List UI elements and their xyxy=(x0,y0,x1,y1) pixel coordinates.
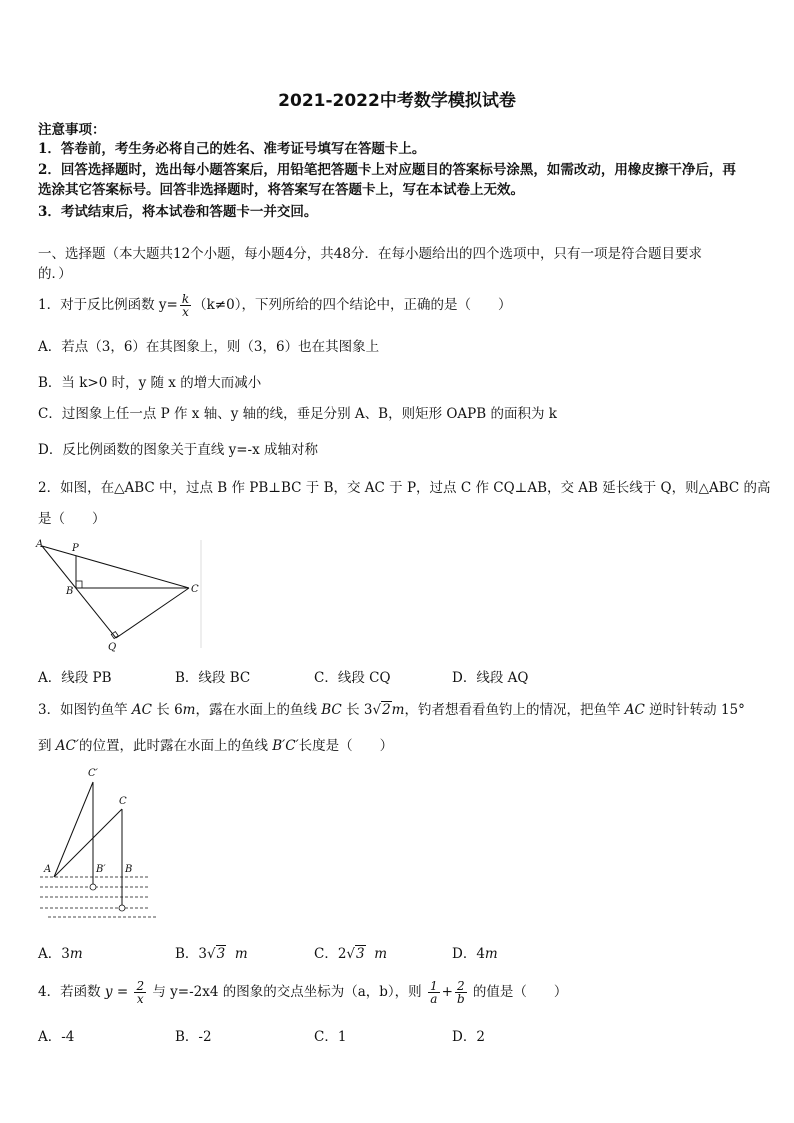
q3-ac2: AC xyxy=(624,702,645,718)
notice-heading: 注意事项： xyxy=(38,122,106,138)
q3-option-a xyxy=(38,942,83,962)
q3-opt-c-rad: 3 xyxy=(356,946,365,962)
q4-f3-den: b xyxy=(456,992,465,1006)
q3-opt-b-sqrt: √3 xyxy=(207,946,226,962)
q4-f2-den: a xyxy=(430,992,438,1006)
q2-option-a: A．线段 PB xyxy=(38,670,112,686)
q3-opt-d-unit: m xyxy=(484,946,498,962)
question-3-stem xyxy=(38,701,745,719)
q1-option-b: B．当 k>0 时，y 随 x 的增大而减小 xyxy=(38,375,262,391)
q2-triangle-figure xyxy=(34,536,204,654)
q4-t3: 的值是（ ） xyxy=(468,984,568,1000)
question-3-stem-cont xyxy=(38,737,393,755)
q3-t8: 的位置，此时露在水面上的鱼线 xyxy=(78,738,273,754)
question-2-stem-cont: 是（ ） xyxy=(38,511,106,527)
q1-fraction xyxy=(180,293,191,318)
q3-opt-b-rad: 3 xyxy=(216,946,226,962)
page-title: 2021-2022中考数学模拟试卷 xyxy=(278,91,516,111)
q3-opt-b-unit: m xyxy=(234,946,248,962)
q2-label-c: C xyxy=(191,584,199,595)
q4-eq: = xyxy=(112,984,133,1000)
q4-frac-2 xyxy=(428,980,440,1005)
q3-bc: BC xyxy=(321,702,342,718)
q3-ac: AC xyxy=(131,702,152,718)
q1-frac-den: x xyxy=(182,305,189,319)
q3-m1: m xyxy=(182,702,196,718)
q3-bpcp: B′C′ xyxy=(272,738,299,754)
q3-fishing-rod-figure xyxy=(34,762,164,922)
q4-option-a: A．-4 xyxy=(38,1029,75,1045)
q4-f3-num: 2 xyxy=(455,980,467,993)
q1-text-pre: 1．对于反比例函数 y= xyxy=(38,297,178,313)
q3-label-cprime: C′ xyxy=(88,768,98,779)
q2-option-c: C．线段 CQ xyxy=(314,670,391,686)
section-1-heading: 一、选择题（本大题共12个小题，每小题4分，共48分．在每小题给出的四个选项中，只有一项是符合题目要求 xyxy=(38,246,702,262)
q1-frac-num: k xyxy=(181,292,190,306)
q3-option-d xyxy=(452,942,498,962)
q3-acp: AC′ xyxy=(55,738,79,754)
q3-opt-c-text: C．2 xyxy=(314,946,347,962)
notice-item-1: 1．答卷前，考生务必将自己的姓名、准考证号填写在答题卡上。 xyxy=(38,141,426,157)
q2-label-q: Q xyxy=(108,642,117,653)
q4-y: y xyxy=(104,984,113,1000)
q4-option-c: C．1 xyxy=(314,1029,347,1045)
q3-opt-d-text: D．4 xyxy=(452,946,485,962)
q3-sqrt-rad: 2 xyxy=(382,702,391,718)
q3-t7: 到 xyxy=(38,738,56,754)
q4-f2-num: 1 xyxy=(429,979,438,993)
q3-label-bprime: B′ xyxy=(96,864,106,875)
q3-option-b xyxy=(175,942,248,962)
q4-t1: 4．若函数 xyxy=(38,984,105,1000)
q4-frac-1 xyxy=(134,980,146,1005)
question-1-stem xyxy=(38,291,511,319)
q2-label-a: A xyxy=(36,539,44,550)
q4-frac-3 xyxy=(455,980,467,1005)
q3-option-c xyxy=(314,942,387,962)
q1-text-post: （k≠0），下列所给的四个结论中，正确的是（ ） xyxy=(193,297,512,313)
q2-label-p: P xyxy=(72,543,79,554)
q3-opt-b-text: B．3 xyxy=(175,946,208,962)
q3-t3: ，露在水面上的鱼线 xyxy=(195,702,322,718)
q4-option-b: B．-2 xyxy=(175,1029,212,1045)
q3-label-b: B xyxy=(125,864,133,875)
notice-item-2: 2．回答选择题时，选出每小题答案后，用铅笔把答题卡上对应题目的答案标号涂黑，如需改动，用橡皮擦干净后，再 xyxy=(38,162,736,178)
q4-plus: + xyxy=(441,984,453,1000)
q3-opt-c-unit: m xyxy=(374,946,388,962)
question-2-stem: 2．如图，在△ABC 中，过点 B 作 PB⊥BC 于 B，交 AC 于 P，过点 C 作 CQ⊥AB，交 AB 延长线于 Q，则△ABC 的高 xyxy=(38,480,771,496)
q3-t2: 长 6 xyxy=(151,702,183,718)
q2-option-d: D．线段 AQ xyxy=(452,670,529,686)
notice-item-3: 3．考试结束后，将本试卷和答题卡一并交回。 xyxy=(38,204,318,220)
q3-label-a: A xyxy=(44,864,52,875)
q3-opt-c-sqrt: √3 xyxy=(346,946,365,962)
q3-m2: m xyxy=(391,702,405,718)
q3-t4: 长 3 xyxy=(341,702,373,718)
q3-t1: 3．如图钓鱼竿 xyxy=(38,702,132,718)
q4-t2: 与 y=-2x4 的图象的交点坐标为（a，b），则 xyxy=(148,984,426,1000)
q2-option-b: B．线段 BC xyxy=(175,670,251,686)
q3-t5: ，钓者想看看鱼钓上的情况，把鱼竿 xyxy=(404,702,625,718)
question-4-stem xyxy=(38,977,567,1007)
q1-option-d: D．反比例函数的图象关于直线 y=-x 成轴对称 xyxy=(38,442,319,458)
q3-label-c: C xyxy=(119,796,127,807)
q3-t6: 逆时针转动 15° xyxy=(644,702,745,718)
q3-opt-a-unit: m xyxy=(69,946,83,962)
q4-f1-num: 2 xyxy=(136,979,145,993)
section-1-heading-cont: 的．） xyxy=(38,266,72,282)
q2-label-b: B xyxy=(66,586,74,597)
q3-opt-a-text: A．3 xyxy=(38,946,70,962)
q4-f1-den: x xyxy=(136,992,144,1006)
q4-option-d: D．2 xyxy=(452,1029,485,1045)
q1-option-a: A．若点（3，6）在其图象上，则（3，6）也在其图象上 xyxy=(38,339,380,355)
q3-sqrt: √2 xyxy=(372,702,391,718)
q3-t9: 长度是（ ） xyxy=(298,738,394,754)
notice-item-2-cont: 选涂其它答案标号。回答非选择题时，将答案写在答题卡上，写在本试卷上无效。 xyxy=(38,182,524,198)
q1-option-c: C．过图象上任一点 P 作 x 轴、y 轴的线，垂足分别 A、B，则矩形 OAPB 的面积为 k xyxy=(38,406,557,422)
